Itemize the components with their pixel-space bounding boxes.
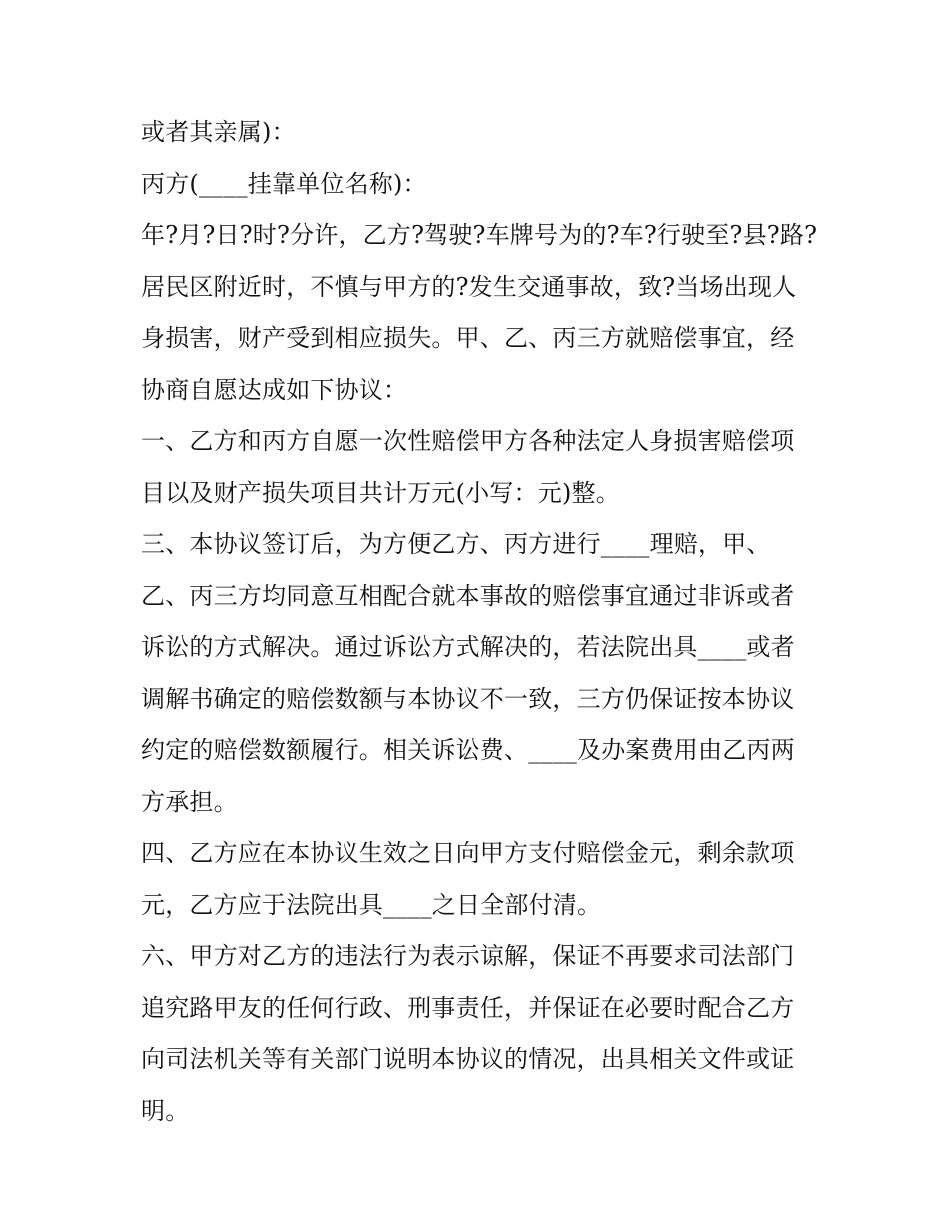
text-line: 四、乙方应在本协议生效之日向甲方支付赔偿金元，剩余款项 xyxy=(141,839,795,867)
text-line: 调解书确定的赔偿数额与本协议不一致，三方仍保证按本协议 xyxy=(141,684,795,713)
text-line: 元，乙方应于法院出具____之日全部付清。 xyxy=(141,890,602,919)
text-line: 居民区附近时，不慎与甲方的?发生交通事故，致?当场出现人 xyxy=(141,272,797,301)
text-line: 明。 xyxy=(141,1096,190,1125)
text-line: 或者其亲属)： xyxy=(141,118,296,146)
text-line: 向司法机关等有关部门说明本协议的情况，出具相关文件或证 xyxy=(141,1045,795,1073)
text-line: 追究路甲友的任何行政、刑事责任，并保证在必要时配合乙方 xyxy=(141,993,795,1022)
text-line: 年?月?日?时?分许，乙方?驾驶?车牌号为的?车?行驶至?县?路? xyxy=(141,221,818,249)
text-line: 六、甲方对乙方的违法行为表示谅解，保证不再要求司法部门 xyxy=(141,942,795,970)
text-line: 丙方(____挂靠单位名称)： xyxy=(141,169,427,198)
text-line: 乙、丙三方均同意互相配合就本事故的赔偿事宜通过非诉或者 xyxy=(141,581,795,610)
text-line: 三、本协议签订后，为方便乙方、丙方进行____理赔，甲、 xyxy=(141,530,771,558)
text-line: 身损害，财产受到相应损失。甲、乙、丙三方就赔偿事宜，经 xyxy=(141,324,795,352)
text-line: 方承担。 xyxy=(141,787,238,816)
text-line: 约定的赔偿数额履行。相关诉讼费、____及办案费用由乙丙两 xyxy=(141,736,795,764)
text-line: 一、乙方和丙方自愿一次性赔偿甲方各种法定人身损害赔偿项 xyxy=(141,427,795,455)
text-line: 目以及财产损失项目共计万元(小写：元)整。 xyxy=(141,478,620,507)
text-line: 诉讼的方式解决。通过诉讼方式解决的，若法院出具____或者 xyxy=(141,633,795,661)
text-line: 协商自愿达成如下协议： xyxy=(141,375,408,404)
agreement-text xyxy=(141,107,821,1137)
